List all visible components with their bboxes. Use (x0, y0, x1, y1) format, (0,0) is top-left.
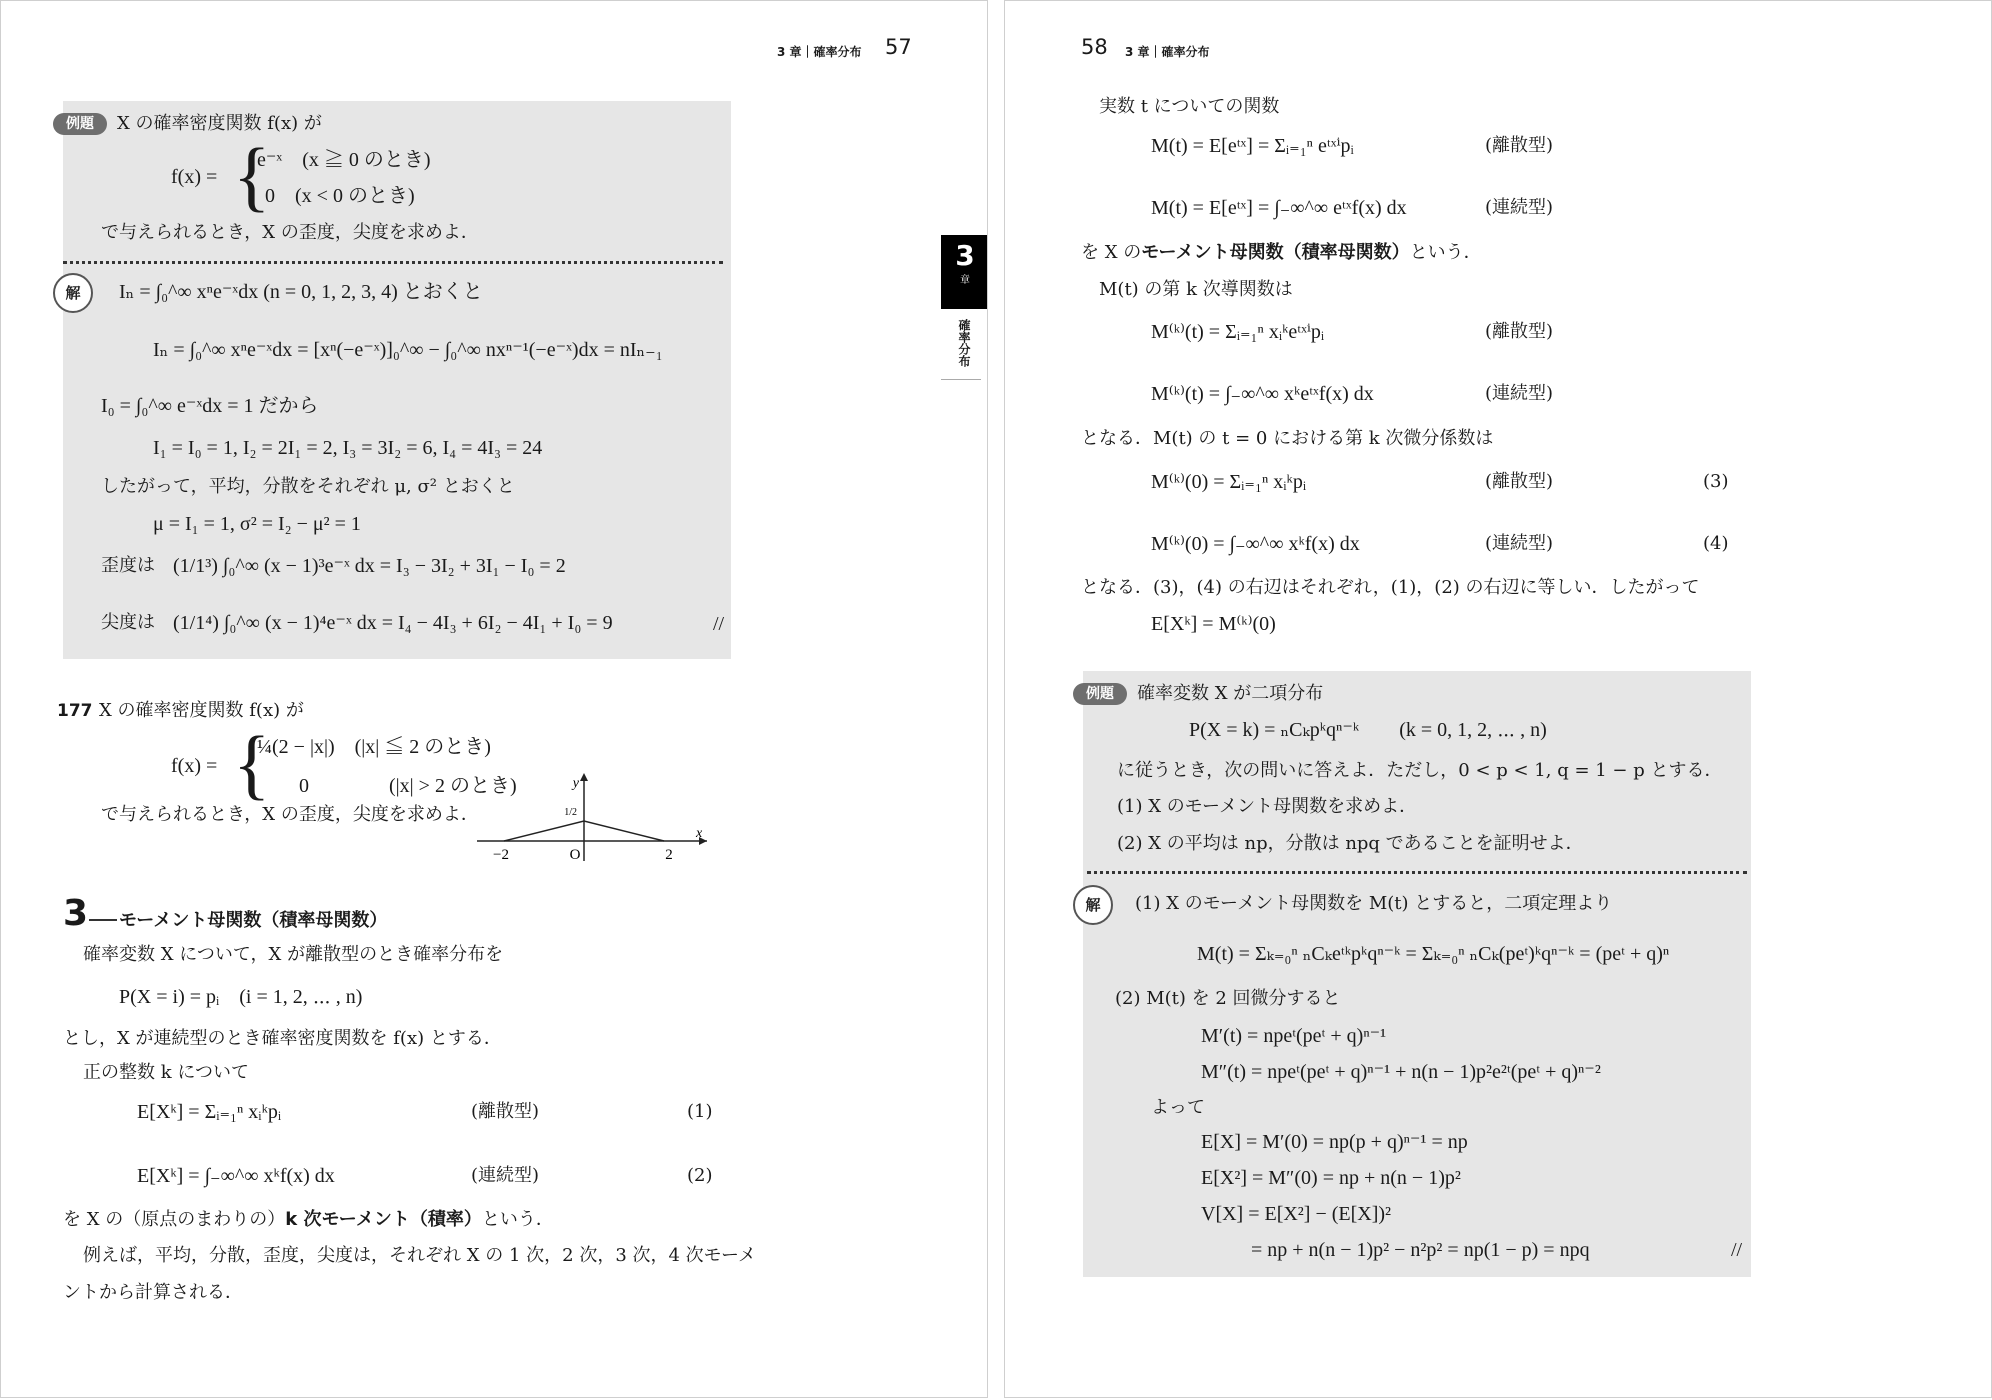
solution-mgf-eq: M(t) = Σₖ₌₀ⁿ ₙCₖeᵗᵏpᵏqⁿ⁻ᵏ = Σₖ₌₀ⁿ ₙCₖ(peᵗ)ᵏqⁿ⁻ᵏ = (peᵗ + q)ⁿ (1197, 943, 1670, 965)
mgf-eq-3: M⁽ᵏ⁾(t) = Σᵢ₌₁ⁿ xᵢᵏeᵗˣⁱpᵢ (1151, 321, 1325, 343)
problem-brace: { (233, 720, 271, 807)
moment-eq-2-type: (連続型) (471, 1165, 540, 1186)
fx-case-2: 0 (x < 0 のとき) (265, 185, 415, 207)
problem-number: 177 (57, 701, 93, 721)
moment-eq-1-type: (離散型) (471, 1101, 540, 1122)
solution-step-1: (1) X のモーメント母関数を M(t) とすると，二項定理より (1135, 893, 1613, 914)
page-number: 58 (1081, 35, 1108, 59)
left-page (0, 0, 988, 1398)
mgf-def (1081, 241, 1482, 265)
mgf-eq-1: M(t) = E[eᵗˣ] = Σᵢ₌₁ⁿ eᵗˣⁱpᵢ (1151, 135, 1354, 157)
example-tag: 例題 (53, 113, 107, 135)
kurtosis-eq: (1/1⁴) ∫₀^∞ (x − 1)⁴e⁻ˣ dx = I₄ − 4I₃ + 6I₂ − 4I₁ + I₀ = 9 (173, 612, 613, 634)
end-mark: // (1731, 1239, 1743, 1261)
binomial-eq: P(X = k) = ₙCₖpᵏqⁿ⁻ᵏ (k = 0, 1, 2, ⋯ , n) (1189, 719, 1547, 741)
solution-line-2: Iₙ = ∫₀^∞ xⁿe⁻ˣdx = [xⁿ(−e⁻ˣ)]₀^∞ − ∫₀^∞ nxⁿ⁻¹(−e⁻ˣ)dx = nIₙ₋₁ (153, 339, 663, 361)
example-condition: に従うとき，次の問いに答えよ．ただし，0 < p < 1, q = 1 − p とする． (1117, 760, 1723, 781)
section-p4-c: という． (481, 1209, 554, 1230)
mgf-eq-6-type: (連続型) (1485, 533, 1554, 554)
kurtosis-label: 尖度は (101, 612, 155, 633)
mgf-eq-5-no: (3) (1703, 471, 1729, 492)
graph-left-tick: −2 (493, 847, 509, 863)
mgf-eq-1-type: (離散型) (1485, 135, 1554, 156)
example-question-2: (2) X の平均は np，分散は npq であることを証明せよ． (1117, 833, 1584, 854)
page-number: 57 (885, 35, 912, 59)
derivative-at-zero-intro: となる．M(t) の t = 0 における第 k 次微分係数は (1081, 428, 1494, 449)
running-head: 3 章｜確率分布 (777, 45, 862, 59)
section-rule (89, 919, 117, 921)
mgf-intro: 実数 t についての関数 (1099, 96, 1280, 117)
variance-def: V[X] = E[X²] − (E[X])² (1201, 1203, 1392, 1225)
solution-mark: 解 (1073, 885, 1113, 925)
graph-x-label: x (696, 826, 703, 841)
moment-eq-1-no: (1) (687, 1101, 713, 1122)
mgf-def-term: モーメント母関数（積率母関数） (1141, 242, 1410, 263)
mgf-eq-2: M(t) = E[eᵗˣ] = ∫₋∞^∞ eᵗˣf(x) dx (1151, 197, 1407, 219)
mgf-eq-6: M⁽ᵏ⁾(0) = ∫₋∞^∞ xᵏf(x) dx (1151, 533, 1360, 555)
solution-line-3: I₀ = ∫₀^∞ e⁻ˣdx = 1 だから (101, 395, 319, 417)
solution-mark: 解 (53, 273, 93, 313)
solution-line-5: したがって，平均，分散をそれぞれ μ, σ² とおくと (101, 476, 515, 497)
variance-result: = np + n(n − 1)p² − n²p² = np(1 − p) = npq (1251, 1239, 1590, 1261)
section-p4-term: k 次モーメント（積率） (285, 1209, 482, 1230)
section-title: モーメント母関数（積率母関数） (119, 910, 388, 931)
mean-result: E[X] = M′(0) = np(p + q)ⁿ⁻¹ = np (1201, 1131, 1468, 1153)
mgf-def-c: という． (1409, 242, 1482, 263)
section-p4-a: を X の（原点のまわりの） (63, 1209, 286, 1230)
moment-eq-2: E[Xᵏ] = ∫₋∞^∞ xᵏf(x) dx (137, 1165, 335, 1187)
problem-outro: で与えられるとき，X の歪度，尖度を求めよ． (101, 804, 479, 825)
example-intro: X の確率密度関数 f(x) が (117, 113, 322, 134)
solution-line-4: I₁ = I₀ = 1, I₂ = 2I₁ = 2, I₃ = 3I₂ = 6, I₄ = 4I₃ = 24 (153, 437, 543, 459)
problem-case-1: ¼(2 − |x|) (|x| ≦ 2 のとき) (257, 736, 491, 758)
triangle-graph (471, 771, 711, 867)
therefore-label: よって (1151, 1097, 1205, 1118)
problem-fx-lhs: f(x) = (171, 755, 218, 777)
solution-line-1: Iₙ = ∫₀^∞ xⁿe⁻ˣdx (n = 0, 1, 2, 3, 4) とおくと (119, 281, 483, 303)
fx-case-1: e⁻ˣ (x ≧ 0 のとき) (257, 149, 431, 171)
mgf-def-a: を X の (1081, 242, 1142, 263)
skewness-label: 歪度は (101, 555, 155, 576)
graph-peak-label: 1/2 (564, 807, 577, 818)
graph-right-tick: 2 (665, 847, 673, 863)
second-derivative: M″(t) = npeᵗ(peᵗ + q)ⁿ⁻¹ + n(n − 1)p²e²ᵗ(peᵗ + q)ⁿ⁻² (1201, 1061, 1601, 1083)
mgf-eq-2-type: (連続型) (1485, 197, 1554, 218)
mgf-eq-5-type: (離散型) (1485, 471, 1554, 492)
mgf-eq-3-type: (離散型) (1485, 321, 1554, 342)
example-question-1: (1) X のモーメント母関数を求めよ． (1117, 796, 1418, 817)
first-derivative: M′(t) = npeᵗ(peᵗ + q)ⁿ⁻¹ (1201, 1025, 1387, 1047)
left-brace: { (233, 132, 271, 219)
derivative-intro: M(t) の第 k 次導関数は (1099, 279, 1293, 300)
moment-eq-2-no: (2) (687, 1165, 713, 1186)
dotted-divider (63, 261, 723, 264)
section-p1: 確率変数 X について，X が離散型のとき確率分布を (83, 944, 504, 965)
thumb-rule (941, 379, 981, 380)
mgf-eq-5: M⁽ᵏ⁾(0) = Σᵢ₌₁ⁿ xᵢᵏpᵢ (1151, 471, 1307, 493)
section-p2: とし，X が連続型のとき確率密度関数を f(x) とする． (63, 1028, 502, 1049)
solution-line-6: μ = I₁ = 1, σ² = I₂ − μ² = 1 (153, 513, 361, 535)
problem-intro: X の確率密度関数 f(x) が (99, 700, 304, 721)
section-p1-eq: P(X = i) = pᵢ (i = 1, 2, ⋯ , n) (119, 986, 363, 1008)
section-p4 (63, 1208, 554, 1232)
mgf-eq-4-type: (連続型) (1485, 383, 1554, 404)
mgf-eq-6-no: (4) (1703, 533, 1729, 554)
right-page (1004, 0, 1992, 1398)
problem-case-2: 0 (|x| > 2 のとき) (299, 775, 517, 797)
second-moment-result: E[X²] = M″(0) = np + n(n − 1)p² (1201, 1167, 1461, 1189)
section-p3: 正の整数 k について (83, 1062, 249, 1083)
fx-lhs: f(x) = (171, 166, 218, 188)
example-tag: 例題 (1073, 683, 1127, 705)
chapter-thumb-label: 確率分布 (957, 319, 971, 367)
graph-origin: O (569, 847, 581, 863)
example-outro: で与えられるとき，X の歪度，尖度を求めよ． (101, 222, 479, 243)
solution-step-2: (2) M(t) を 2 回微分すると (1115, 988, 1341, 1009)
end-mark: // (713, 613, 725, 635)
conclusion-text: となる．(3)，(4) の右辺はそれぞれ，(1)，(2) の右辺に等しい．したがって (1081, 577, 1700, 598)
chapter-thumb-tab[interactable] (941, 235, 988, 309)
graph-y-label: y (572, 776, 579, 791)
conclusion-eq: E[Xᵏ] = M⁽ᵏ⁾(0) (1151, 613, 1276, 635)
section-p6: ントから計算される． (63, 1282, 243, 1303)
chapter-thumb-number: 3 (955, 239, 975, 272)
running-head: 3 章｜確率分布 (1125, 45, 1210, 59)
section-number: 3 (63, 893, 89, 934)
skewness-eq: (1/1³) ∫₀^∞ (x − 1)³e⁻ˣ dx = I₃ − 3I₂ + 3I₁ − I₀ = 2 (173, 555, 566, 577)
moment-eq-1: E[Xᵏ] = Σᵢ₌₁ⁿ xᵢᵏpᵢ (137, 1101, 282, 1123)
example-intro: 確率変数 X が二項分布 (1137, 683, 1324, 704)
section-p5: 例えば，平均，分散，歪度，尖度は，それぞれ X の 1 次，2 次，3 次，4 次モーメ (83, 1245, 757, 1266)
chapter-thumb-sub: 章 (960, 275, 970, 286)
mgf-eq-4: M⁽ᵏ⁾(t) = ∫₋∞^∞ xᵏeᵗˣf(x) dx (1151, 383, 1374, 405)
dotted-divider (1087, 871, 1747, 874)
